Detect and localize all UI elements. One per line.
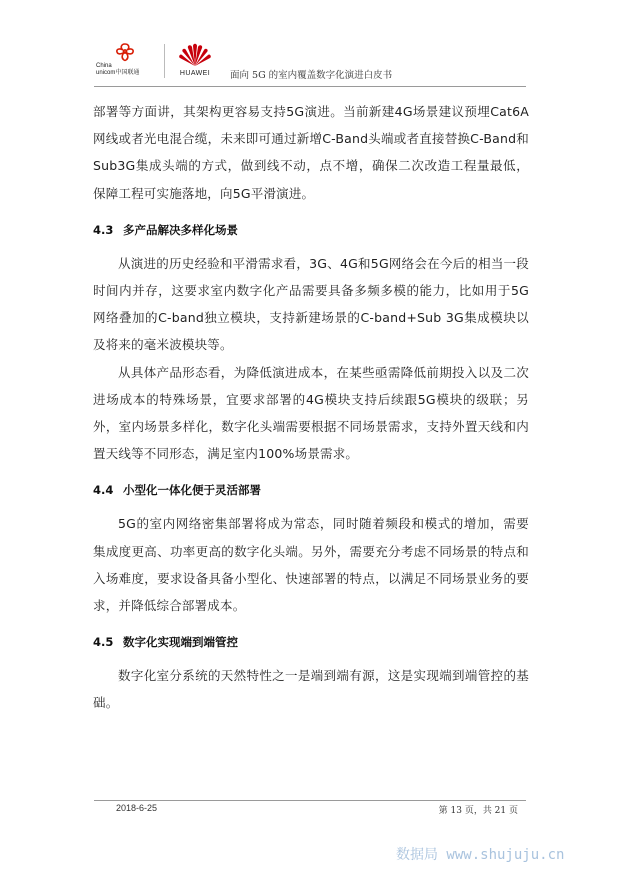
section-heading-4-5 <box>93 632 529 652</box>
section-title: 多产品解决多样化场景 <box>123 222 238 237</box>
paragraph: 从具体产品形态看，为降低演进成本，在某些亟需降低前期投入以及二次进场成本的特殊场景，宜要求部署的4G模块支持后续跟5G模块的级联；另外，室内场景多样化，数字化头端需要根据不同场景需求，支持外置天线和内置天线等不同形态，满足室内100%场景需求。 <box>93 364 529 462</box>
paragraph: 数字化室分系统的天然特性之一是端到端有源，这是实现端到端管控的基础。 <box>93 668 529 711</box>
huawei-petal-icon <box>172 40 218 68</box>
page-number: 第 13 页，共 21 页 <box>438 806 518 816</box>
section-title: 数字化实现端到端管控 <box>123 635 238 650</box>
document-body <box>93 98 529 717</box>
watermark: 数据局 www.shujuju.cn <box>396 847 565 863</box>
china-unicom-knot-icon <box>112 42 138 62</box>
unicom-text-line1: China <box>96 63 112 69</box>
section-heading-4-4 <box>93 480 529 500</box>
section-number: 4.4 <box>93 483 114 498</box>
unicom-logo-text <box>96 63 139 77</box>
unicom-text-line2: unicom中国联通 <box>96 70 140 76</box>
document-title: 面向 5G 的室内覆盖数字化演进白皮书 <box>230 70 393 81</box>
china-unicom-logo <box>96 42 158 82</box>
paragraph: 从演进的历史经验和平滑需求看，3G、4G和5G网络会在今后的相当一段时间内并存，这要求室内数字化产品需要具备多频多模的能力，比如用于5G网络叠加的C-band独立模块，支持新建场景的C-band+Sub 3G集成模块以及将来的毫米波模块等。 <box>93 255 529 353</box>
section-number: 4.3 <box>93 222 114 237</box>
footer-date: 2018-6-25 <box>116 803 158 813</box>
paragraph: 5G的室内网络密集部署将成为常态，同时随着频段和模式的增加，需要集成度更高、功率更高的数字化头端。另外，需要充分考虑不同场景的特点和入场难度，要求设备具备小型化、快速部署的特点，以满足不同场景业务的要求，并降低综合部署成本。 <box>93 516 529 614</box>
section-heading-4-3 <box>93 220 529 240</box>
section-title: 小型化一体化便于灵活部署 <box>123 483 261 498</box>
huawei-logo-text: HUAWEI <box>179 70 211 77</box>
huawei-logo <box>172 40 222 84</box>
section-number: 4.5 <box>93 635 114 650</box>
intro-paragraph: 部署等方面讲，其架构更容易支持5G演进。当前新建4G场景建议预埋Cat6A网线或者光电混合缆，未来即可通过新增C-Band头端或者直接替换C-Band和Sub3G集成头端的方式，做到线不动，点不增，确保二次改造工程量最低，保障工程可实施落地，向5G平滑演进。 <box>93 104 529 201</box>
logo-divider <box>164 44 165 78</box>
page-header <box>94 38 526 87</box>
page-footer <box>94 800 526 817</box>
